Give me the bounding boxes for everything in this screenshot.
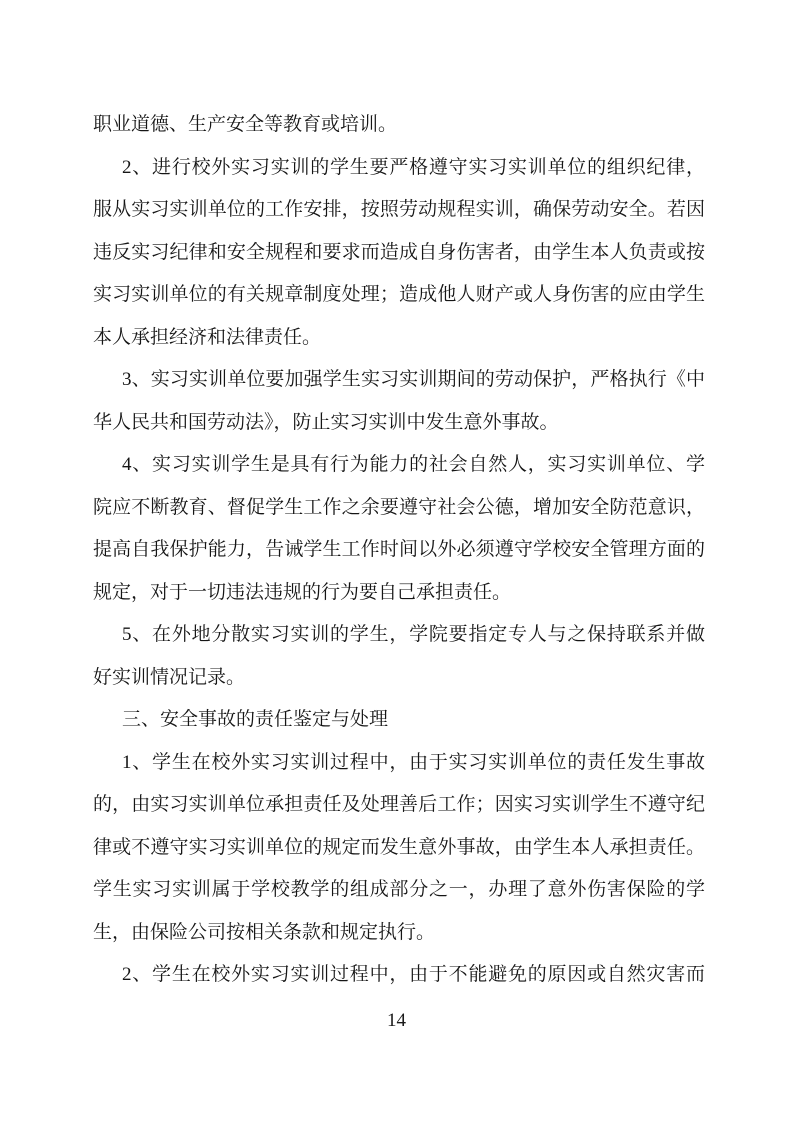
- text-line: 华人民共和国劳动法》，防止实习实训中发生意外事故。: [93, 411, 559, 433]
- text-line: 职业道德、生产安全等教育或培训。: [93, 114, 398, 135]
- text-line: 三、安全事故的责任鉴定与处理: [122, 709, 389, 730]
- text-line: 好实训情况记录。: [93, 666, 246, 688]
- text-line: 服从实习实训单位的工作安排，按照劳动规程实训，确保劳动安全。若因: [93, 199, 705, 220]
- text-line: 4、实习实训学生是具有行为能力的社会自然人，实习实训单位、学: [122, 454, 705, 475]
- text-line: 违反实习纪律和安全规程和要求而造成自身伤害者，由学生本人负责或按: [93, 241, 705, 263]
- page-number: 14: [387, 1010, 406, 1031]
- text-line: 院应不断教育、督促学生工作之余要遵守社会公德，增加安全防范意识，: [93, 496, 705, 518]
- text-line: 2、学生在校外实习实训过程中，由于不能避免的原因或自然灾害而: [122, 964, 705, 985]
- document-body: [93, 104, 705, 997]
- text-line: 提高自我保护能力，告诫学生工作时间以外必须遵守学校安全管理方面的: [93, 539, 705, 560]
- text-line: 3、实习实训单位要加强学生实习实训期间的劳动保护，严格执行《中: [122, 369, 705, 390]
- text-line: 1、学生在校外实习实训过程中，由于实习实训单位的责任发生事故: [122, 751, 705, 773]
- text-line: 实习实训单位的有关规章制度处理；造成他人财产或人身伤害的应由学生: [93, 284, 705, 305]
- text-line: 2、进行校外实习实训的学生要严格遵守实习实训单位的组织纪律，: [122, 156, 705, 178]
- text-line: 的，由实习实训单位承担责任及处理善后工作；因实习实训学生不遵守纪: [93, 794, 705, 815]
- text-line: 本人承担经济和法律责任。: [93, 326, 322, 348]
- text-line: 律或不遵守实习实训单位的规定而发生意外事故，由学生本人承担责任。: [93, 836, 705, 858]
- text-line: 5、在外地分散实习实训的学生，学院要指定专人与之保持联系并做: [122, 624, 705, 645]
- text-line: 生，由保险公司按相关条款和规定执行。: [93, 921, 436, 943]
- text-line: 学生实习实训属于学校教学的组成部分之一，办理了意外伤害保险的学: [93, 879, 705, 900]
- text-line: 规定，对于一切违法违规的行为要自己承担责任。: [93, 581, 512, 603]
